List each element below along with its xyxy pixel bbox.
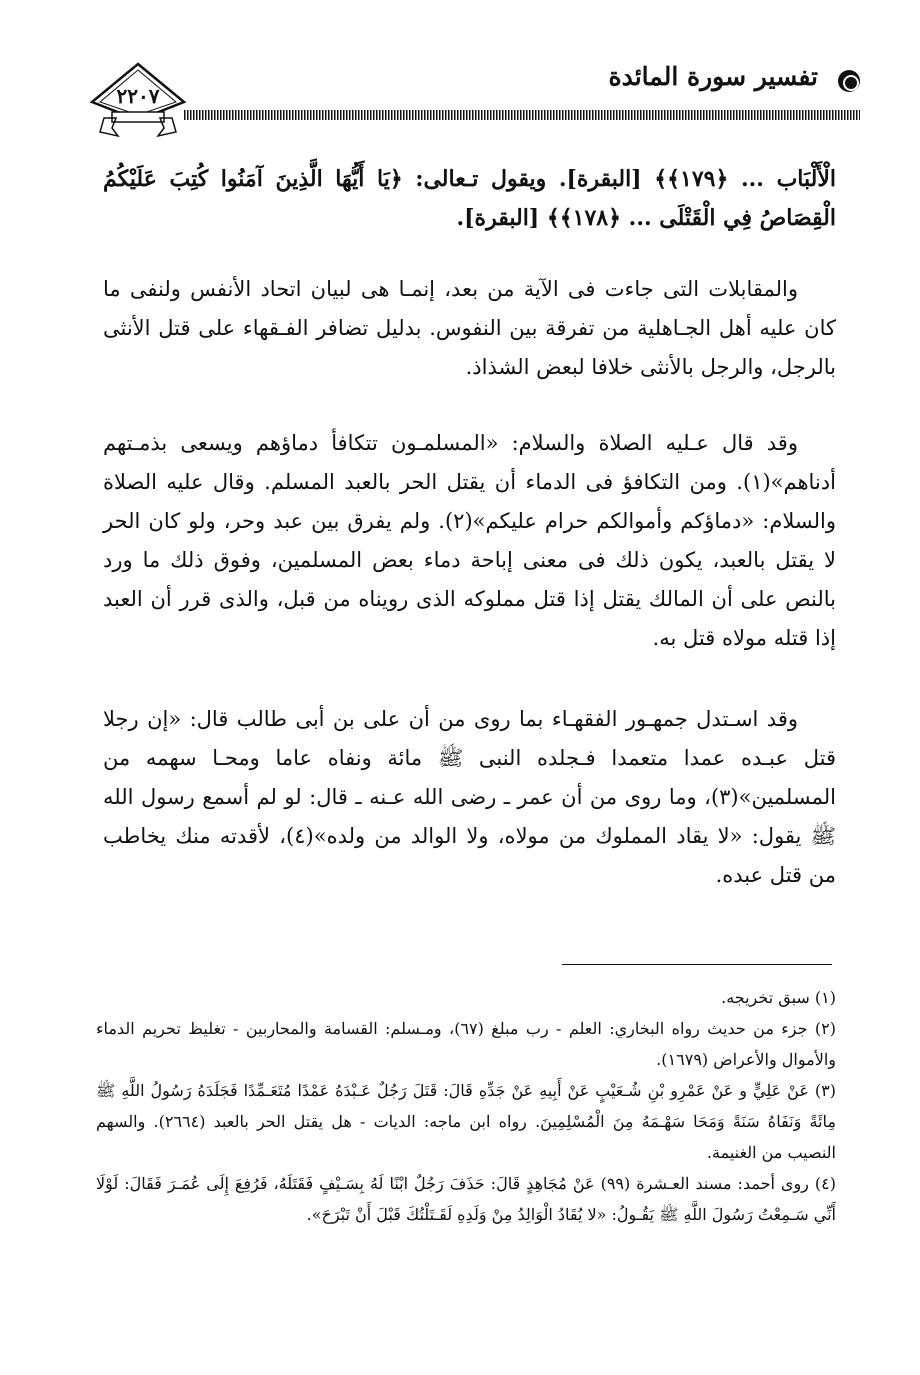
- paragraph-3: وقد قال عـليه الصلاة والسلام: «المسلمـون تتكافأ دماؤهم ويسعى بذمـتهم أدناهم»(١). ومن التكافؤ فى الدماء أن يقتل الحر بالعبد المسلم. وقال عليه الصلاة والسلام: «دماؤكم وأموالكم حرام عليكم»(٢). ولم يفرق بين عبد وحر، ولو كان الحر لا يقتل بالعبد، يكون ذلك فى معنى إباحة دماء بعض المسلمين، وفوق ذلك ما ورد بالنص على أن المالك يقتل إذا قتل مملوكه الذى رويناه من قبل، والذى قرر أن العبد إذا قتله مولاه قتل به.: [103, 431, 836, 650]
- paragraph-block-4: [103, 700, 836, 895]
- footnote-3: (٣) عَنْ عَلِيٍّ و عَنْ عَمْرِو بْنِ شُـعَيْبٍ عَنْ أَبِيهِ عَنْ جَدِّهِ قَالَ: قَتَلَ رَجُلٌ عَـبْدَهُ عَمْدًا مُتَعَـمِّدًا فَجَلَدَهُ رَسُولُ اللَّهِ ﷺ مِائَةً وَنَفَاهُ سَنَةً وَمَحَا سَهْـمَهُ مِنَ الْمُسْلِمِينَ. رواه ابن ماجه: الديات - هل يقتل الحر بالعبد (٢٦٦٤). والسهم النصيب من الغنيمة.: [96, 1081, 836, 1162]
- paragraph-block-3: [103, 424, 836, 658]
- footnotes: [96, 982, 836, 1230]
- paragraph-2: والمقابلات التى جاءت فى الآية من بعد، إنمـا هى لبيان اتحاد الأنفس ولنفى ما كان عليه أهل الجـاهلية من تفرقة بين النفوس. بدليل تضافر الفـقهاء على قتل الأنثى بالرجل، والرجل بالأنثى خلافا لبعض الشذاذ.: [103, 277, 836, 379]
- paragraph-block-2: [103, 270, 836, 387]
- page-header: [88, 62, 860, 142]
- paragraph-1: الْأَلْبَاب ... ﴿١٧٩﴾﴾ [البقرة]. ويقول تـعالى: ﴿يَا أَيُّهَا الَّذِينَ آمَنُوا كُتِبَ عَلَيْكُمُ الْقِصَاصُ فِي الْقَتْلَى ... ﴿١٧٨﴾﴾ [البقرة].: [103, 166, 837, 231]
- verse-paragraph: [103, 160, 836, 238]
- page-number: ٢٢٠٧: [116, 84, 160, 108]
- paragraph-4: وقد اسـتدل جمهـور الفقهـاء بما روى من أن على بن أبى طالب قال: «إن رجلا قتل عبـده عمدا متعمدا فـجلده النبى ﷺ مائة ونفاه عاما ومحـا سهمه من المسلمين»(٣)، وما روى من أن عمر ـ رضى الله عـنه ـ قال: لو لم أسمع رسول الله ﷺ يقول: «لا يقاد المملوك من مولاه، ولا الوالد من ولده»(٤)، لأقدته منك يخاطب من قتل عبده.: [103, 707, 836, 887]
- header-rule: [184, 110, 860, 120]
- footnote-separator: [562, 964, 832, 965]
- footnote-1: (١) سبق تخريجه.: [721, 988, 836, 1007]
- footnote-4: (٤) روى أحمد: مسند العـشرة (٩٩) عَنْ مُجَاهِدٍ قَالَ: حَذَفَ رَجُلٌ ابْنًا لَهُ بِسَـيْفٍ فَقَتَلَهُ، فَرُفِعَ إِلَى عُمَـرَ فَقَالَ: لَوْلَا أَنِّي سَـمِعْتُ رَسُولَ اللَّهِ ﷺ يَقُـولُ: «لا يُقَادُ الْوَالِدُ مِنْ وَلَدِهِ لَقَـتَلْتُكَ قَبْلَ أَنْ تَبْرَحَ».: [96, 1174, 836, 1224]
- running-title: تفسير سورة المائدة: [608, 62, 818, 91]
- footnote-2: (٢) جزء من حديث رواه البخاري: العلم - رب مبلغ (٦٧)، ومـسلم: القسامة والمحاربين - تغليظ تحريم الدماء والأموال والأعراض (١٦٧٩).: [96, 1019, 837, 1069]
- header-ornament-icon: [838, 70, 860, 92]
